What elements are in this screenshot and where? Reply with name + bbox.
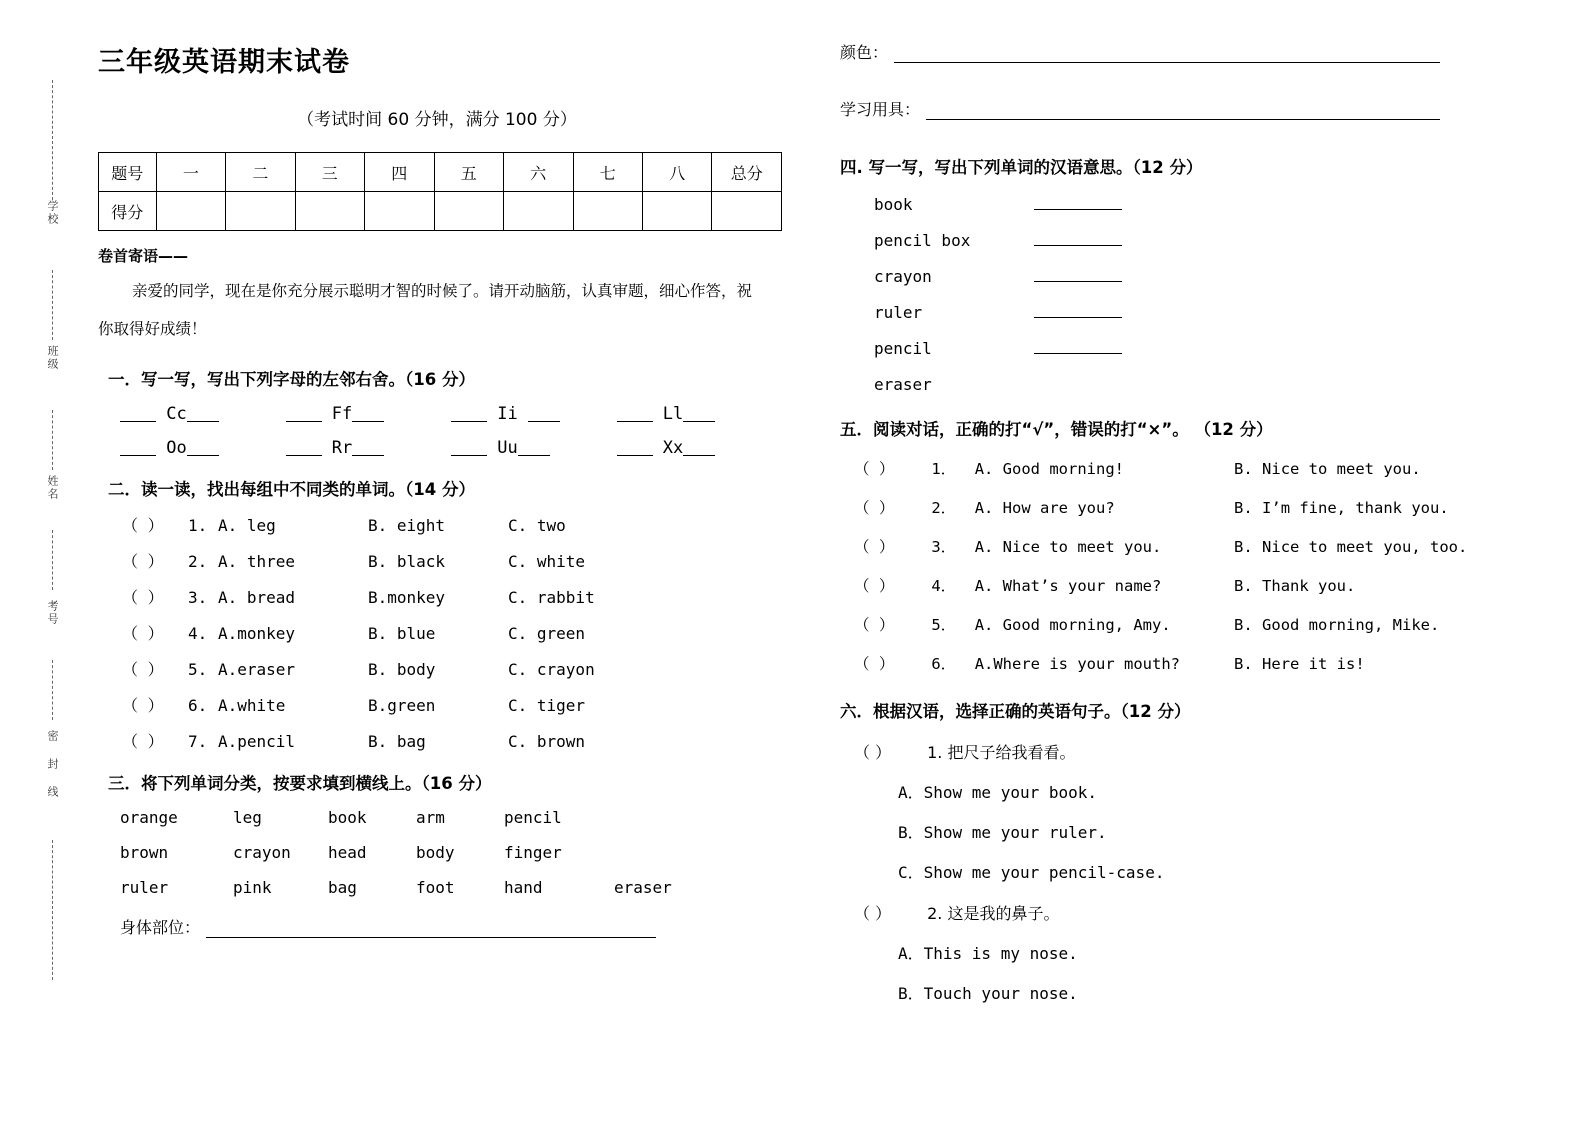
answer-blank[interactable] (187, 440, 219, 456)
option-b[interactable]: B. Nice to meet you. (1234, 460, 1421, 478)
list-item[interactable] (854, 613, 1440, 635)
preface-line-2: 你取得好成绩！ (98, 320, 207, 338)
letter-label: Ll (662, 404, 684, 424)
answer-blank[interactable] (187, 406, 219, 422)
category-label: 颜色： (840, 43, 889, 62)
score-table-col-6: 六 (504, 153, 573, 192)
item-number: 2． (931, 499, 957, 517)
option-c[interactable]: C. crayon (508, 660, 595, 679)
option-b[interactable]: B. eight (368, 516, 446, 535)
word-bank-item: orange (120, 808, 178, 827)
word-label: ruler (874, 303, 923, 322)
item-number: 2. (188, 552, 208, 571)
option-c[interactable]: C. rabbit (508, 588, 595, 607)
option-a[interactable]: A. Good morning! (974, 460, 1124, 478)
item-number: 1． (931, 460, 957, 478)
table-row-scores (99, 192, 782, 231)
answer-blank[interactable] (1034, 231, 1122, 246)
answer-paren[interactable]: （ ） (122, 660, 164, 679)
option-b[interactable]: B. black (368, 552, 446, 571)
answer-blank[interactable] (352, 406, 384, 422)
table-row-header (99, 153, 782, 192)
word-bank-row (120, 843, 782, 862)
list-item[interactable] (854, 574, 1440, 596)
answer-blank[interactable] (1034, 267, 1122, 282)
score-cell[interactable] (712, 192, 782, 231)
score-cell[interactable] (573, 192, 642, 231)
answer-paren[interactable]: （ ） (122, 624, 164, 643)
answer-paren[interactable]: （ ） (122, 588, 164, 607)
word-bank-item: head (328, 843, 367, 862)
option-b[interactable]: B. body (368, 660, 436, 679)
word-bank-item: hand (504, 878, 543, 897)
right-column (840, 40, 1468, 1004)
option-a[interactable]: A. What’s your name? (974, 577, 1162, 595)
option-b[interactable]: B. Good morning, Mike. (1234, 616, 1440, 634)
word-bank-item: pencil (504, 808, 562, 827)
item-number: 6. (188, 696, 208, 715)
seal-text-line-label: 密 封 线 (46, 730, 59, 799)
section-1-row-1 (120, 404, 782, 424)
option-a[interactable]: A.white (218, 696, 286, 715)
option-c[interactable]: C. white (508, 552, 586, 571)
score-table-col-5: 五 (434, 153, 503, 192)
answer-blank[interactable] (518, 440, 550, 456)
list-item[interactable] (874, 303, 1440, 322)
left-column (92, 40, 782, 938)
answer-paren[interactable]: （ ） (854, 616, 895, 634)
letter-item[interactable] (120, 404, 286, 424)
score-table-col-1: 一 (156, 153, 225, 192)
item-number: 7. (188, 732, 208, 751)
item-number: 1. (927, 743, 943, 762)
answer-paren[interactable]: （ ） (122, 732, 164, 751)
option-b[interactable]: B. Thank you. (1234, 577, 1356, 595)
option-c[interactable]: C. green (508, 624, 586, 643)
answer-paren[interactable]: （ ） (122, 696, 164, 715)
word-label: eraser (874, 375, 932, 394)
word-bank-item: arm (416, 808, 445, 827)
category-body-parts[interactable] (120, 915, 782, 938)
section-5-heading: 五．阅读对话，正确的打“√”，错误的打“×”。 （12 分） (840, 420, 1273, 439)
word-bank-item: ruler (120, 878, 169, 897)
list-item[interactable] (874, 195, 1440, 214)
list-item[interactable] (122, 693, 782, 716)
score-table-row-label: 题号 (99, 153, 157, 192)
list-item[interactable] (874, 267, 1440, 286)
answer-paren[interactable]: （ ） (854, 460, 895, 478)
letter-item[interactable] (286, 438, 452, 458)
section-1-row-2 (120, 438, 782, 458)
answer-paren[interactable]: （ ） (122, 552, 164, 571)
list-item[interactable] (874, 339, 1440, 358)
word-bank-item: finger (504, 843, 562, 862)
category-label: 身体部位： (120, 918, 201, 937)
preface-line-1: 亲爱的同学，现在是你充分展示聪明才智的时候了。请开动脑筋，认真审题，细心作答，祝 (132, 282, 753, 300)
option-a[interactable]: A．Show me your book. (898, 783, 1098, 802)
option-a[interactable]: A. three (218, 552, 296, 571)
word-bank-item: eraser (614, 878, 672, 897)
answer-blank[interactable] (683, 440, 715, 456)
option-a[interactable]: A. Nice to meet you. (974, 538, 1162, 556)
list-item[interactable] (122, 657, 782, 680)
word-bank-item: book (328, 808, 367, 827)
option-b[interactable]: B.green (368, 696, 436, 715)
option-b[interactable]: B.monkey (368, 588, 446, 607)
list-item[interactable] (854, 740, 1440, 763)
option-b[interactable]: B．Touch your nose. (898, 984, 1078, 1003)
category-label: 学习用具： (840, 100, 921, 119)
word-bank (120, 808, 782, 897)
list-item[interactable] (122, 549, 782, 572)
option-b[interactable]: B. blue (368, 624, 436, 643)
score-cell[interactable] (504, 192, 573, 231)
seal-text-class: 班级 (46, 345, 59, 371)
word-label: pencil (874, 339, 932, 358)
page-title: 三年级英语期末试卷 (98, 47, 350, 78)
list-item[interactable] (854, 535, 1468, 557)
score-table-col-4: 四 (365, 153, 434, 192)
score-table-row-label-score: 得分 (99, 192, 157, 231)
option-a[interactable]: A.eraser (218, 660, 296, 679)
score-cell[interactable] (226, 192, 295, 231)
question-prompt: 把尺子给我看看。 (947, 743, 1076, 762)
list-item[interactable] (854, 901, 1440, 924)
section-1-heading: 一．写一写，写出下列字母的左邻右舍。（16 分） (108, 370, 475, 389)
word-bank-item: brown (120, 843, 169, 862)
item-number: 3. (188, 588, 208, 607)
seal-text-school: 学校 (46, 200, 59, 226)
answer-blank[interactable] (120, 440, 156, 456)
answer-paren[interactable]: （ ） (854, 577, 895, 595)
letter-item[interactable] (617, 404, 783, 424)
score-cell[interactable] (156, 192, 225, 231)
letter-item[interactable] (451, 438, 617, 458)
word-label: pencil box (874, 231, 971, 250)
score-table-col-7: 七 (573, 153, 642, 192)
list-item[interactable] (854, 496, 1449, 518)
score-table-col-8: 八 (642, 153, 711, 192)
answer-blank[interactable] (1034, 339, 1122, 354)
answer-paren[interactable]: （ ） (854, 904, 892, 923)
option-a[interactable]: A.monkey (218, 624, 296, 643)
answer-blank[interactable] (926, 103, 1440, 120)
option-a[interactable]: A.Where is your mouth? (974, 655, 1180, 673)
item-number: 6． (931, 655, 957, 673)
letter-label: Oo (166, 438, 187, 458)
word-bank-row (120, 808, 782, 827)
list-item[interactable] (122, 621, 782, 644)
option-a[interactable]: A. How are you? (974, 499, 1115, 517)
answer-blank[interactable] (1034, 195, 1122, 210)
letter-label: Xx (662, 438, 684, 458)
answer-blank[interactable] (894, 46, 1440, 63)
answer-blank[interactable] (286, 406, 322, 422)
letter-label: Uu (497, 438, 518, 458)
option-c[interactable]: C. tiger (508, 696, 586, 715)
word-bank-item: body (416, 843, 455, 862)
word-bank-item: crayon (233, 843, 291, 862)
option-a[interactable]: A．This is my nose. (898, 944, 1078, 963)
word-label: crayon (874, 267, 932, 286)
score-cell[interactable] (365, 192, 434, 231)
option-c[interactable]: C．Show me your pencil-case. (898, 863, 1165, 882)
seal-text-name: 姓名 (46, 475, 59, 501)
word-bank-item: foot (416, 878, 455, 897)
question-prompt: 这是我的鼻子。 (947, 904, 1060, 923)
answer-paren[interactable]: （ ） (854, 655, 895, 673)
list-item[interactable] (122, 729, 782, 752)
item-number: 1. (188, 516, 208, 535)
score-cell[interactable] (295, 192, 364, 231)
answer-blank[interactable] (1034, 303, 1122, 318)
option-a[interactable]: A.pencil (218, 732, 296, 751)
score-table-col-total: 总分 (712, 153, 782, 192)
option-a[interactable]: A. Good morning, Amy. (974, 616, 1171, 634)
answer-blank[interactable] (206, 921, 656, 938)
word-bank-item: pink (233, 878, 272, 897)
option-c[interactable]: C. brown (508, 732, 586, 751)
option-b[interactable]: B．Show me your ruler. (898, 823, 1107, 842)
list-item[interactable] (122, 585, 782, 608)
answer-paren[interactable]: （ ） (854, 499, 895, 517)
letter-label: Ff (331, 404, 353, 424)
option-b[interactable]: B. Nice to meet you, too. (1234, 538, 1468, 556)
preface-label: 卷首寄语—— (98, 247, 189, 265)
option-b[interactable]: B. Here it is! (1234, 655, 1365, 673)
item-number: 4. (188, 624, 208, 643)
item-number: 5． (931, 616, 957, 634)
word-bank-item: leg (233, 808, 262, 827)
letter-item[interactable] (617, 438, 783, 458)
score-table (98, 152, 782, 231)
word-bank-row (120, 878, 782, 897)
list-item[interactable] (854, 652, 1440, 674)
section-3-heading: 三．将下列单词分类，按要求填到横线上。（16 分） (108, 774, 492, 793)
answer-blank[interactable] (451, 406, 487, 422)
section-2-heading: 二．读一读，找出每组中不同类的单词。（14 分） (108, 480, 475, 499)
option-a[interactable]: A. bread (218, 588, 296, 607)
answer-paren[interactable]: （ ） (122, 516, 164, 535)
section-4-heading: 四. 写一写，写出下列单词的汉语意思。（12 分） (840, 158, 1203, 177)
answer-blank[interactable] (617, 406, 653, 422)
list-item[interactable] (874, 375, 1440, 394)
answer-blank[interactable] (120, 406, 156, 422)
answer-blank[interactable] (451, 440, 487, 456)
answer-blank[interactable] (286, 440, 322, 456)
score-cell[interactable] (434, 192, 503, 231)
option-b[interactable]: B. bag (368, 732, 426, 751)
score-table-col-2: 二 (226, 153, 295, 192)
answer-paren[interactable]: （ ） (854, 743, 892, 762)
category-school-supplies[interactable] (840, 97, 1440, 120)
option-b[interactable]: B. I’m fine, thank you. (1234, 499, 1449, 517)
seal-text-exam-no: 考号 (46, 600, 59, 626)
answer-paren[interactable]: （ ） (854, 538, 895, 556)
score-cell[interactable] (642, 192, 711, 231)
letter-item[interactable] (451, 404, 617, 424)
section-6-heading: 六．根据汉语，选择正确的英语句子。（12 分） (840, 702, 1191, 721)
letter-item[interactable] (286, 404, 452, 424)
exam-subtitle: （考试时间 60 分钟，满分 100 分） (297, 110, 577, 130)
answer-blank[interactable] (352, 440, 384, 456)
list-item[interactable] (874, 231, 1440, 250)
list-item[interactable] (854, 457, 1440, 479)
letter-item[interactable] (120, 438, 286, 458)
list-item[interactable] (122, 513, 782, 536)
sealing-line-margin (34, 80, 74, 980)
category-colors[interactable] (840, 40, 1440, 63)
letter-label: Rr (331, 438, 353, 458)
item-number: 4． (931, 577, 957, 595)
score-table-col-3: 三 (295, 153, 364, 192)
word-bank-item: bag (328, 878, 357, 897)
letter-label: Ii (497, 404, 518, 424)
option-c[interactable]: C. two (508, 516, 566, 535)
option-a[interactable]: A. leg (218, 516, 276, 535)
letter-label: Cc (166, 404, 187, 424)
item-number: 5. (188, 660, 208, 679)
answer-blank[interactable] (683, 406, 715, 422)
answer-blank[interactable] (528, 406, 560, 422)
preface-body (98, 272, 782, 348)
item-number: 2. (927, 904, 943, 923)
answer-blank[interactable] (617, 440, 653, 456)
item-number: 3． (931, 538, 957, 556)
word-label: book (874, 195, 913, 214)
